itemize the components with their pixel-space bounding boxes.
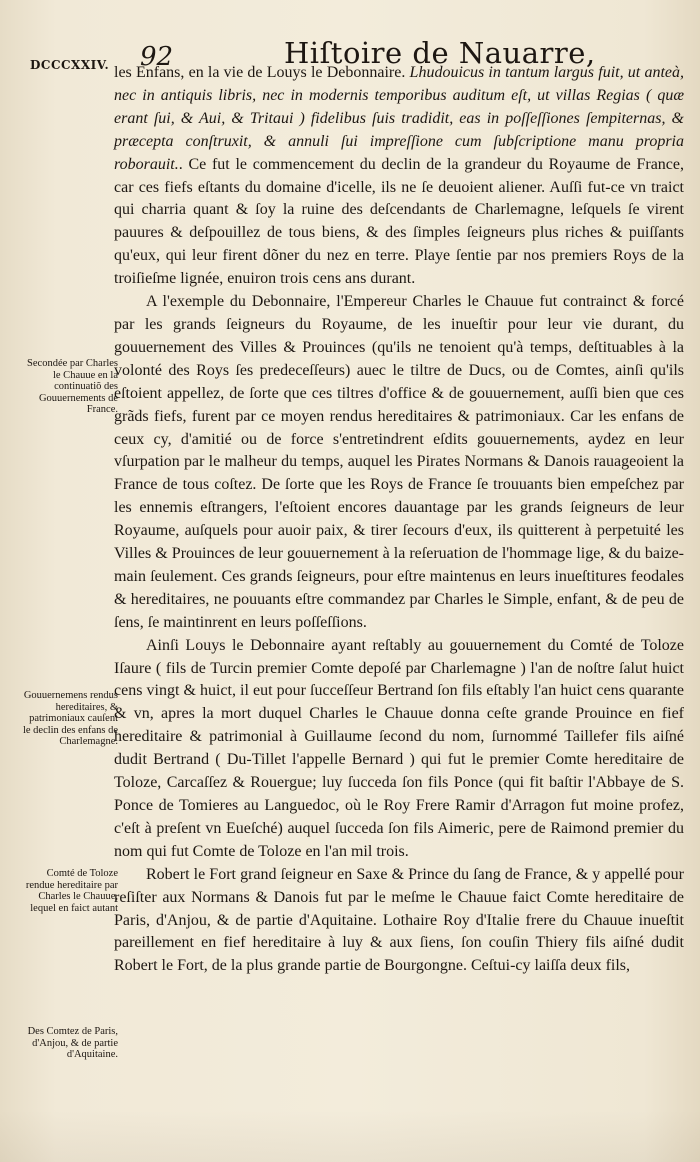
main-text [114, 62, 684, 978]
margin-note: Secondée par Charles le Chauue en la continuatiõ des Gouuernements de France. [27, 358, 118, 415]
text-segment: . Ce fut le commencement du declin de la grandeur du Royaume de France, car ces fiefs eſtants du domaine d'icelle, ils ne ſe deuoient aliener. Auſſi fut-ce vn traict qui charria quant & ſoy la ruine des deſcendants de Charlemagne, leſquels ſe virent pauures & deſpouillez de tous biens, & des ſimples ſeigneurs plus riches & puiſſants qu'eux, qui leur firent dõner du nez en terre. Playe ſentie par nos premiers Roys de la troiſieſme lignée, enuiron trois cens ans durant. [114, 155, 684, 288]
paragraph [114, 291, 684, 635]
text-segment: A l'exemple du Debonnaire, l'Empereur Charles le Chauue fut contrainct & forcé par les grands ſeigneurs du Royaume, de les inueſtir pour leur vie durant, du gouuernement des Villes & Prouinces (qu'ils ne tenoient qu'à temps, deſtituables à la volonté des Roys ſes predeceſſeurs) auec le tiltre de Ducs, ou de Comtes, ainſi qu'ils eſtoient appellez, de ſorte que ces tiltres d'office & de gouuernement, auſſi bien que ces grãds fiefs, furent par ce moyen rendus hereditaires & patrimoniaux. Car les enfans de ceux cy, d'amitié ou de force s'entretindrent eſdits gouuernements, aydez en leur vſurpation par le malheur du temps, auquel les Pirates Normans & Danois rauageoient la France de tous coſtez. De ſorte que les Roys de France ſe trouuants bien empeſchez par les ennemis eſtrangers, l'eſtoient encores dauantage par les grands ſeigneurs de leur Royaume, auſquels pour auoir paix, & tirer ſecours d'eux, ils quitterent à perpetuité les Villes & Prouinces de leur gouuernement à la reſeruation de l'hommage lige, & du baize-main ſeulement. Ces grands ſeigneurs, pour eſtre maintenus en leurs inueſtitures feodales & hereditaires, ne pouuants eſtre commandez par Charles le Simple, enfant, & de peu de ſens, ſe maintinrent en leurs poſſeſſions. [114, 293, 684, 631]
text-segment: Robert le Fort grand ſeigneur en Saxe & Prince du ſang de France, & y appellé pour reſiſter aux Normans & Danois fut par le meſme le Chauue faict Comte hereditaire de Paris, d'Anjou, & de partie d'Aquitaine. Lothaire Roy d'Italie frere du Chauue inueſtit pareillement en fief hereditaire à luy & aux ſiens, ſon couſin Thiery fils aiſné dudit Robert le Fort, de la plus grande partie de Bourgongne. Ceſtui-cy laiſſa deux fils, [114, 865, 684, 975]
margin-note: Comté de Toloze rendue hereditaire par Charles le Chauue, lequel en faict autant [25, 868, 118, 914]
paragraph [114, 635, 684, 864]
paragraph [114, 864, 684, 979]
paragraph [114, 62, 684, 291]
text-segment: Ainſi Louys le Debonnaire ayant reſtably au gouuernement du Comté de Toloze Iſaure ( fils de Turcin premier Comte depoſé par Charlemagne ) l'an de noſtre ſalut huict cens vingt & huict, il eut pour ſucceſſeur Bertrand ſon fils eſtably l'an huict cens quarante & vn, apres la mort duquel Charles le Chauue donna ceſte grande Prouince en fief hereditaire & patrimonial à Guillaume ſecond du nom, ſurnommé Taillefer fils aiſné dudit Bertrand ( Du-Tillet l'appelle Bernard ) qui fut le premier Comte hereditaire de Toloze, Carcaſſez & Rouergue; luy ſucceda ſon fils Ponce (qui fit baſtir l'Abbaye de S. Ponce de Tomieres au Languedoc, où le Roy Frere Ramir d'Arragon fut moine profez, c'eſt à preſent vn Eueſché) auquel ſucceda ſon fils Aimeric, pere de Raimond premier du nom qui fut Comte de Toloze en l'an mil trois. [114, 636, 684, 860]
running-title: Hiſtoire de Nauarre, [284, 36, 596, 70]
margin-note: Gouuernemens rendus hereditaires, & patrimoniaux cauſent le declin des enfans de Charlemagne. [22, 690, 118, 747]
margin-note: Des Comtez de Paris, d'Anjou, & de partie d'Aquitaine. [27, 1026, 118, 1060]
page-edge-shadow [0, 1110, 700, 1162]
latin-quotation: Lhudouicus in tantum largus fuit, ut anteà, nec in antiquis libris, nec in modernis temporibus auditum eſt, ut villas Regias ( quæ erant ſui, & Aui, & Tritaui ) fidelibus ſuis tradidit, eas in poſſeſſiones ſempiternas, & præcepta conſtruxit, & annuli ſui impreſſione cum ſubſcriptione manu propria roborauit. [114, 64, 684, 173]
year-marker: DCCCXXIV. [30, 58, 110, 72]
page-number: 92 [140, 42, 174, 72]
text-segment: les Enfans, en la vie de Louys le Debonnaire. [114, 64, 410, 81]
